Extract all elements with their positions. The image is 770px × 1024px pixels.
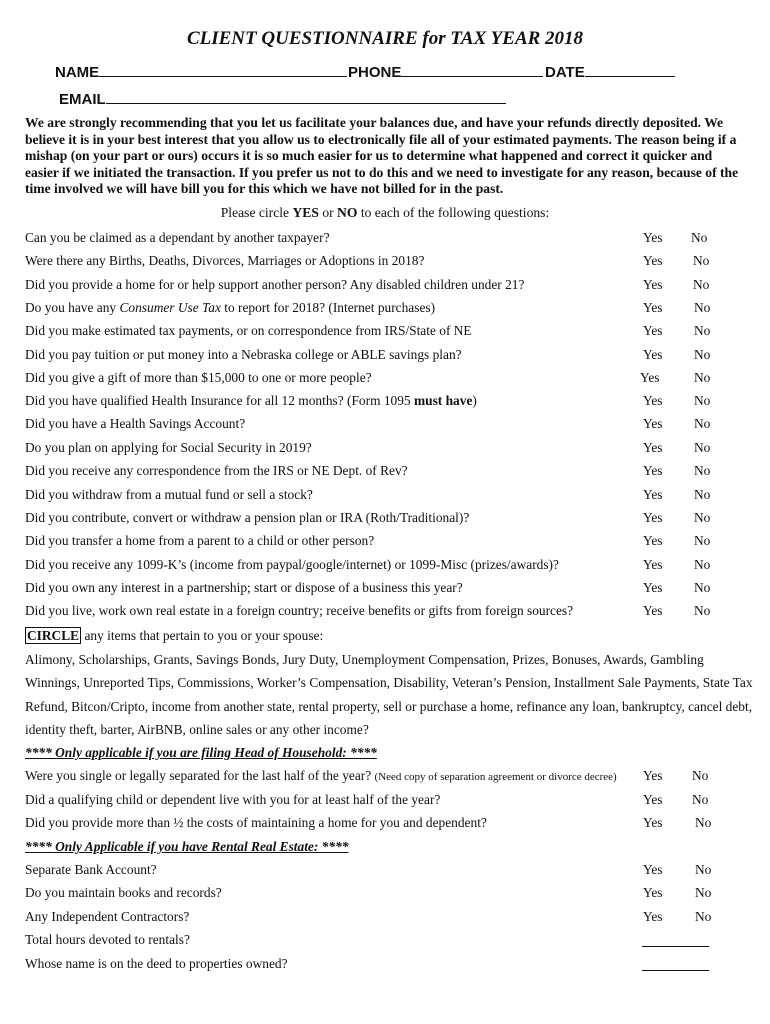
question-no-option[interactable]: No (693, 253, 710, 268)
question-yes-option[interactable]: Yes (643, 557, 663, 572)
rental-fill-question-text: Total hours devoted to rentals? (25, 932, 190, 947)
date-label: DATE (545, 64, 585, 81)
hoh-no-option[interactable]: No (695, 815, 712, 830)
rental-yes-option[interactable]: Yes (643, 909, 663, 924)
rental-no-option[interactable]: No (695, 862, 712, 877)
question-yes-option[interactable]: Yes (643, 253, 663, 268)
page-title: CLIENT QUESTIONNAIRE for TAX YEAR 2018 (186, 28, 584, 49)
question-no-option[interactable]: No (694, 510, 711, 525)
question-yes-option[interactable]: Yes (643, 463, 663, 478)
question-text: Did you have a Health Savings Account? (25, 416, 246, 431)
question-yes-option[interactable]: Yes (643, 347, 663, 362)
hoh-question-text: Did a qualifying child or dependent live with you for at least half of the year? (25, 792, 441, 807)
question-no-option[interactable]: No (694, 487, 711, 502)
question-no-option[interactable]: No (694, 533, 711, 548)
hoh-yes-option[interactable]: Yes (643, 768, 663, 783)
question-no-option[interactable]: No (694, 440, 711, 455)
question-text: Can you be claimed as a dependant by another taxpayer? (25, 230, 330, 245)
rental-yes-option[interactable]: Yes (643, 862, 663, 877)
question-text: Did you transfer a home from a parent to a child or other person? (25, 533, 375, 548)
question-text: Did you give a gift of more than $15,000 to one or more people? (25, 370, 372, 385)
question-no-option[interactable]: No (694, 347, 711, 362)
question-yes-option[interactable]: Yes (643, 510, 663, 525)
hoh-yes-option[interactable]: Yes (643, 815, 663, 830)
question-no-option[interactable]: No (694, 370, 711, 385)
question-yes-option[interactable]: Yes (643, 603, 663, 618)
question-no-option[interactable]: No (691, 230, 708, 245)
rental-question-text: Separate Bank Account? (25, 862, 157, 877)
hoh-heading: **** Only applicable if you are filing Head of Household: **** (25, 745, 377, 760)
question-no-option[interactable]: No (694, 580, 711, 595)
question-text: Do you have any Consumer Use Tax to report for 2018? (Internet purchases) (25, 300, 436, 315)
question-text: Did you make estimated tax payments, or on correspondence from IRS/State of NE (25, 323, 472, 338)
question-no-option[interactable]: No (694, 603, 711, 618)
question-yes-option[interactable]: Yes (643, 580, 663, 595)
question-yes-option[interactable]: Yes (643, 230, 663, 245)
intro-paragraph: We are strongly recommending that you let us facilitate your balances due, and have your refunds directly deposited. We believe it is in your best interest that you allow us to electronically file all of your estimated payments. The reason being if a mishap (on your part or ours) occurs it is so much easier for us to determine what happened and correct it quicker and easier if we initiated the transaction. If you prefer us not to do this and we need to investigate for any reason, because of the time involved we will have bill you for this which we have not billed for in the past. (25, 115, 739, 197)
question-yes-option[interactable]: Yes (643, 300, 663, 315)
question-text: Did you have qualified Health Insurance for all 12 months? (Form 1095 must have) (25, 393, 477, 408)
question-yes-option[interactable]: Yes (643, 533, 663, 548)
name-line[interactable] (99, 62, 347, 77)
name-label: NAME (55, 64, 100, 81)
question-yes-option[interactable]: Yes (643, 487, 663, 502)
instructions: Please circle YES or NO to each of the following questions: (220, 205, 550, 220)
question-no-option[interactable]: No (693, 277, 710, 292)
phone-line[interactable] (401, 62, 543, 77)
question-no-option[interactable]: No (694, 393, 711, 408)
question-text: Did you receive any 1099-K’s (income from paypal/google/internet) or 1099-Misc (prizes/awards)? (25, 557, 559, 572)
question-text: Did you own any interest in a partnership; start or dispose of a business this year? (25, 580, 463, 595)
date-line[interactable] (585, 62, 675, 77)
question-yes-option[interactable]: Yes (643, 393, 663, 408)
email-label: EMAIL (59, 91, 106, 108)
hoh-question-text: Were you single or legally separated for the last half of the year? (Need copy of separation agreement or divorce decree) (25, 768, 617, 783)
rental-heading: **** Only Applicable if you have Rental Real Estate: **** (25, 839, 349, 854)
question-text: Did you pay tuition or put money into a Nebraska college or ABLE savings plan? (25, 347, 462, 362)
rental-no-option[interactable]: No (695, 885, 712, 900)
answer-blank-line[interactable] (642, 945, 709, 947)
answer-blank-line[interactable] (642, 969, 709, 971)
hoh-no-option[interactable]: No (692, 768, 709, 783)
question-text: Do you plan on applying for Social Security in 2019? (25, 440, 312, 455)
question-text: Did you contribute, convert or withdraw a pension plan or IRA (Roth/Traditional)? (25, 510, 470, 525)
email-line[interactable] (106, 89, 506, 104)
question-no-option[interactable]: No (694, 416, 711, 431)
rental-question-text: Do you maintain books and records? (25, 885, 222, 900)
question-text: Were there any Births, Deaths, Divorces, Marriages or Adoptions in 2018? (25, 253, 425, 268)
question-text: Did you receive any correspondence from the IRS or NE Dept. of Rev? (25, 463, 408, 478)
question-no-option[interactable]: No (694, 557, 711, 572)
hoh-no-option[interactable]: No (692, 792, 709, 807)
question-yes-option[interactable]: Yes (643, 323, 663, 338)
rental-question-text: Any Independent Contractors? (25, 909, 190, 924)
question-text: Did you withdraw from a mutual fund or sell a stock? (25, 487, 313, 502)
question-no-option[interactable]: No (694, 463, 711, 478)
income-items: Alimony, Scholarships, Grants, Savings Bonds, Jury Duty, Unemployment Compensation, Prizes, Bonuses, Awards, Gambling Winnings, Unreported Tips, Commissions, Worker’s Compensation, Disability, Veteran’s Pension, Installment Sale Payments, State Tax Refund, Bitcon/Cripto, income from another state, rental property, sell or purchase a home, refinance any loan, bankruptcy, cancel debt, identity theft, barter, AirBNB, online sales or any other income? (25, 652, 753, 737)
hoh-question-text: Did you provide more than ½ the costs of maintaining a home for you and dependent? (25, 815, 487, 830)
question-no-option[interactable]: No (694, 323, 711, 338)
phone-label: PHONE (348, 64, 402, 81)
circle-instruction: CIRCLE any items that pertain to you or your spouse: (27, 628, 324, 643)
hoh-yes-option[interactable]: Yes (643, 792, 663, 807)
date-field (545, 62, 675, 81)
rental-no-option[interactable]: No (695, 909, 712, 924)
question-text: Did you provide a home for or help support another person? Any disabled children under 21? (25, 277, 525, 292)
question-yes-option[interactable]: Yes (643, 277, 663, 292)
question-yes-option[interactable]: Yes (640, 370, 660, 385)
rental-fill-question-text: Whose name is on the deed to properties owned? (25, 956, 288, 971)
phone-field (348, 62, 543, 81)
email-field (59, 89, 506, 108)
circle-label: CIRCLE (27, 628, 80, 643)
name-field (55, 62, 347, 81)
question-yes-option[interactable]: Yes (643, 416, 663, 431)
rental-yes-option[interactable]: Yes (643, 885, 663, 900)
question-text: Did you live, work own real estate in a foreign country; receive benefits or gifts from foreign sources? (25, 603, 574, 618)
question-yes-option[interactable]: Yes (643, 440, 663, 455)
question-no-option[interactable]: No (694, 300, 711, 315)
